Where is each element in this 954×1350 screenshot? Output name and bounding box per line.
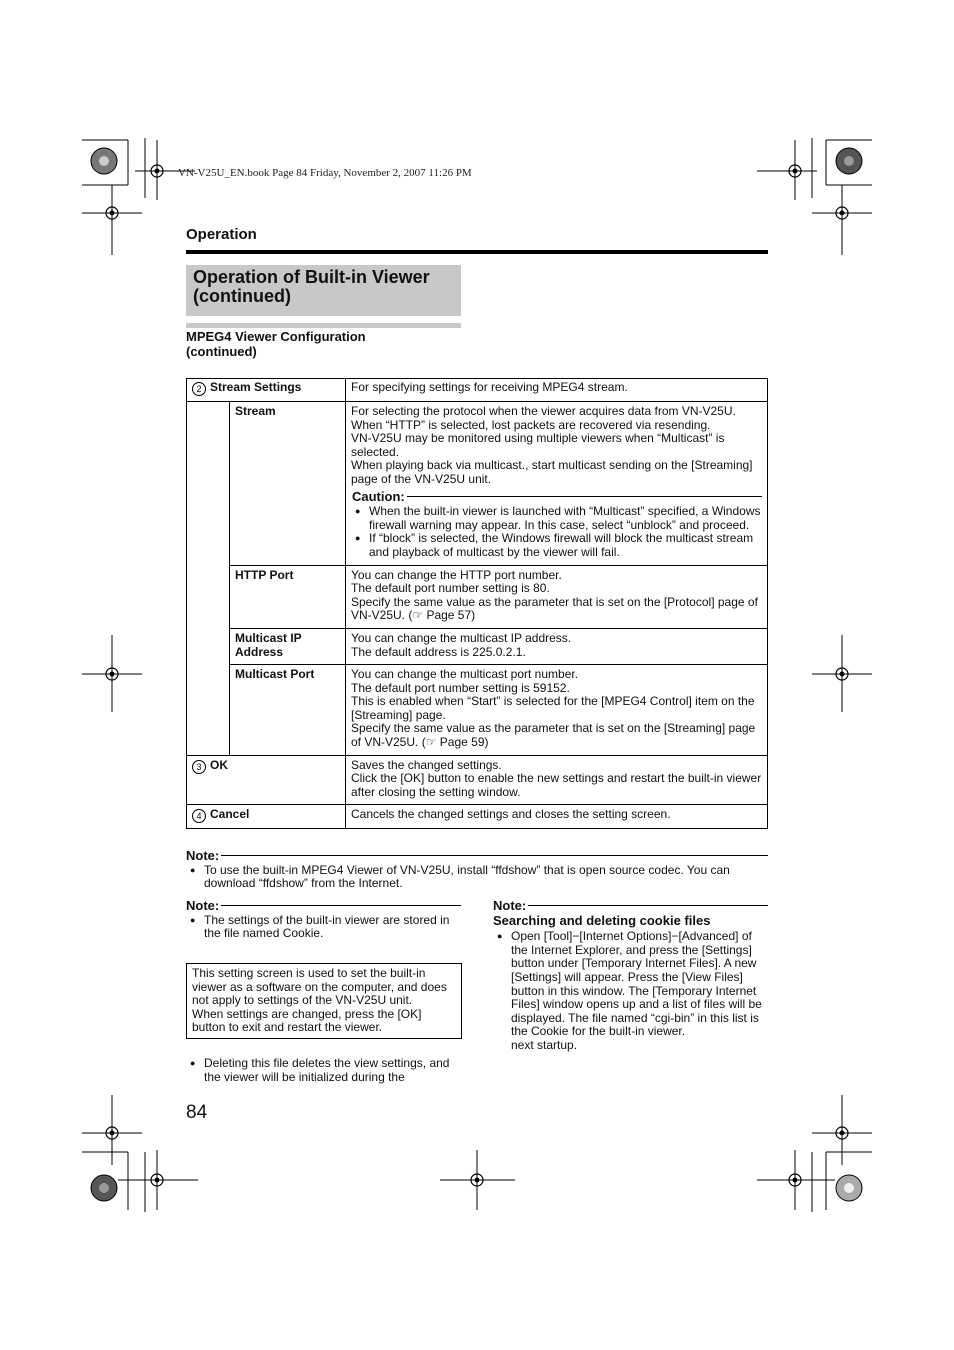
- item-number: 4: [192, 809, 206, 823]
- note-list: [186, 1057, 461, 1084]
- label-text: Stream Settings: [210, 380, 302, 394]
- list-item: ● When the built-in viewer is launched with “Multicast” specified, a Windows firewall warning may appear. In this case, select “unblock” and proceed.: [351, 505, 762, 532]
- http-port-label: HTTP Port: [230, 565, 346, 628]
- stream-desc: [346, 402, 768, 566]
- page-number: 84: [186, 1102, 208, 1123]
- note-list: [186, 864, 768, 891]
- cookie-heading: Searching and deleting cookie files: [493, 912, 711, 928]
- cancel-desc: Cancels the changed settings and closes the setting screen.: [346, 805, 768, 829]
- note-label: Note:: [186, 898, 220, 913]
- table-row: [187, 805, 768, 829]
- multicast-port-desc: [346, 665, 768, 756]
- note-right: [493, 899, 768, 1053]
- caution-rule: [407, 496, 762, 497]
- note-left-cont: [186, 1055, 461, 1084]
- note-list: [493, 930, 768, 1039]
- item-number: 2: [192, 382, 206, 396]
- heading-underbar: [186, 323, 461, 328]
- ok-desc: [346, 755, 768, 805]
- page-heading-line1: Operation of Built-in Viewer: [193, 267, 430, 287]
- note-left: [186, 899, 461, 941]
- note-heading: [493, 899, 768, 913]
- list-item: ● The settings of the built-in viewer are stored in the file named Cookie.: [186, 914, 461, 941]
- note-label: Note:: [493, 898, 527, 913]
- desc-line: Click the [OK] button to enable the new settings and restart the built-in viewer after closing the setting window.: [351, 771, 762, 799]
- page-heading-line2: (continued): [193, 286, 291, 306]
- desc-line: Specify the same value as the parameter that is set on the [Protocol] page of VN-V25U. (☞ Page 57): [351, 594, 758, 623]
- note-full: [186, 849, 768, 891]
- note-tail: next startup.: [511, 1037, 578, 1052]
- desc-line: The default port number setting is 59152.: [351, 680, 570, 695]
- subheading-line1: MPEG4 Viewer Configuration: [186, 329, 366, 344]
- desc-line: The default port number setting is 80.: [351, 581, 550, 596]
- note-heading: [186, 899, 461, 913]
- list-item: ● Deleting this file deletes the view settings, and the viewer will be initialized during the: [186, 1057, 461, 1084]
- stream-label: Stream: [230, 402, 346, 566]
- desc-line: VN-V25U may be monitored using multiple viewers when “Multicast” is selected.: [351, 431, 725, 459]
- desc-line: Saves the changed settings.: [351, 757, 502, 772]
- note-label: Note:: [186, 848, 220, 863]
- desc-line: When playing back via multicast., start multicast sending on the [Streaming] page of the VN-V25U unit.: [351, 458, 753, 486]
- page-heading: [193, 268, 430, 306]
- note-rule: [221, 855, 768, 856]
- indent-cell: [187, 402, 230, 756]
- multicast-ip-desc: [346, 628, 768, 664]
- ok-label: [187, 755, 346, 805]
- note-rule: [221, 905, 461, 906]
- section-rule: [186, 250, 768, 254]
- caution-label: Caution:: [352, 488, 405, 504]
- table-row: [187, 628, 768, 664]
- table-row: [187, 379, 768, 402]
- desc-line: Specify the same value as the parameter that is set on the [Streaming] page of VN-V25U. (☞ Page 59): [351, 721, 756, 750]
- settings-table: [186, 378, 768, 829]
- page-heading-box: [186, 265, 461, 316]
- stream-settings-desc: For specifying settings for receiving MPEG4 stream.: [346, 379, 768, 402]
- desc-line: You can change the multicast port number.: [351, 667, 579, 682]
- label-text: Cancel: [210, 807, 250, 822]
- note-list: [186, 914, 461, 941]
- list-item: ● If “block” is selected, the Windows firewall will block the multicast stream and playback of multicast by the viewer will fail.: [351, 532, 762, 559]
- multicast-port-label: Multicast Port: [230, 665, 346, 756]
- desc-line: When “HTTP” is selected, lost packets are recovered via resending.: [351, 417, 711, 432]
- desc-line: You can change the HTTP port number.: [351, 567, 562, 582]
- subheading-line2: (continued): [186, 344, 257, 359]
- subheading: [186, 329, 366, 359]
- caution-list: [351, 505, 762, 559]
- list-item: ● To use the built-in MPEG4 Viewer of VN-V25U, install “ffdshow” that is open source codec. You can download “ffdshow” from the Internet.: [186, 864, 768, 891]
- note-rule: [528, 905, 768, 906]
- desc-line: You can change the multicast IP address.: [351, 630, 572, 645]
- book-info-line: VN-V25U_EN.book Page 84 Friday, November 2, 2007 11:26 PM: [178, 167, 472, 179]
- desc-line: This is enabled when “Start” is selected for the [MPEG4 Control] item on the [Streaming] page.: [351, 694, 755, 722]
- item-number: 3: [192, 760, 206, 774]
- desc-line: For selecting the protocol when the viewer acquires data from VN-V25U.: [351, 404, 736, 418]
- table-row: [187, 402, 768, 566]
- note-heading: [186, 849, 768, 863]
- caution-heading: [351, 490, 762, 504]
- section-title: Operation: [186, 226, 257, 243]
- info-para: When settings are changed, press the [OK] button to exit and restart the viewer.: [192, 1006, 422, 1035]
- stream-settings-label: [187, 379, 346, 402]
- http-port-desc: [346, 565, 768, 628]
- desc-line: The default address is 225.0.2.1.: [351, 644, 526, 659]
- info-para: This setting screen is used to set the built-in viewer as a software on the computer, and does not apply to settings of the VN-V25U unit.: [192, 966, 447, 1008]
- list-item: ● Open [Tool]−[Internet Options]−[Advanced] of the Internet Explorer, and press the [Settings] button under [Temporary Internet Files]. A new [Settings] will appear. Press the [View Files] button in this window. The [Temporary Internet Files] window opens up and a list of files will be displayed. The file named “cgi-bin” in this list is the Cookie for the built-in viewer.: [493, 930, 768, 1039]
- table-row: [187, 565, 768, 628]
- multicast-ip-label: Multicast IP Address: [230, 628, 346, 664]
- label-text: OK: [210, 757, 228, 772]
- table-row: [187, 755, 768, 805]
- cancel-label: [187, 805, 346, 829]
- info-box: [186, 963, 462, 1039]
- table-row: [187, 665, 768, 756]
